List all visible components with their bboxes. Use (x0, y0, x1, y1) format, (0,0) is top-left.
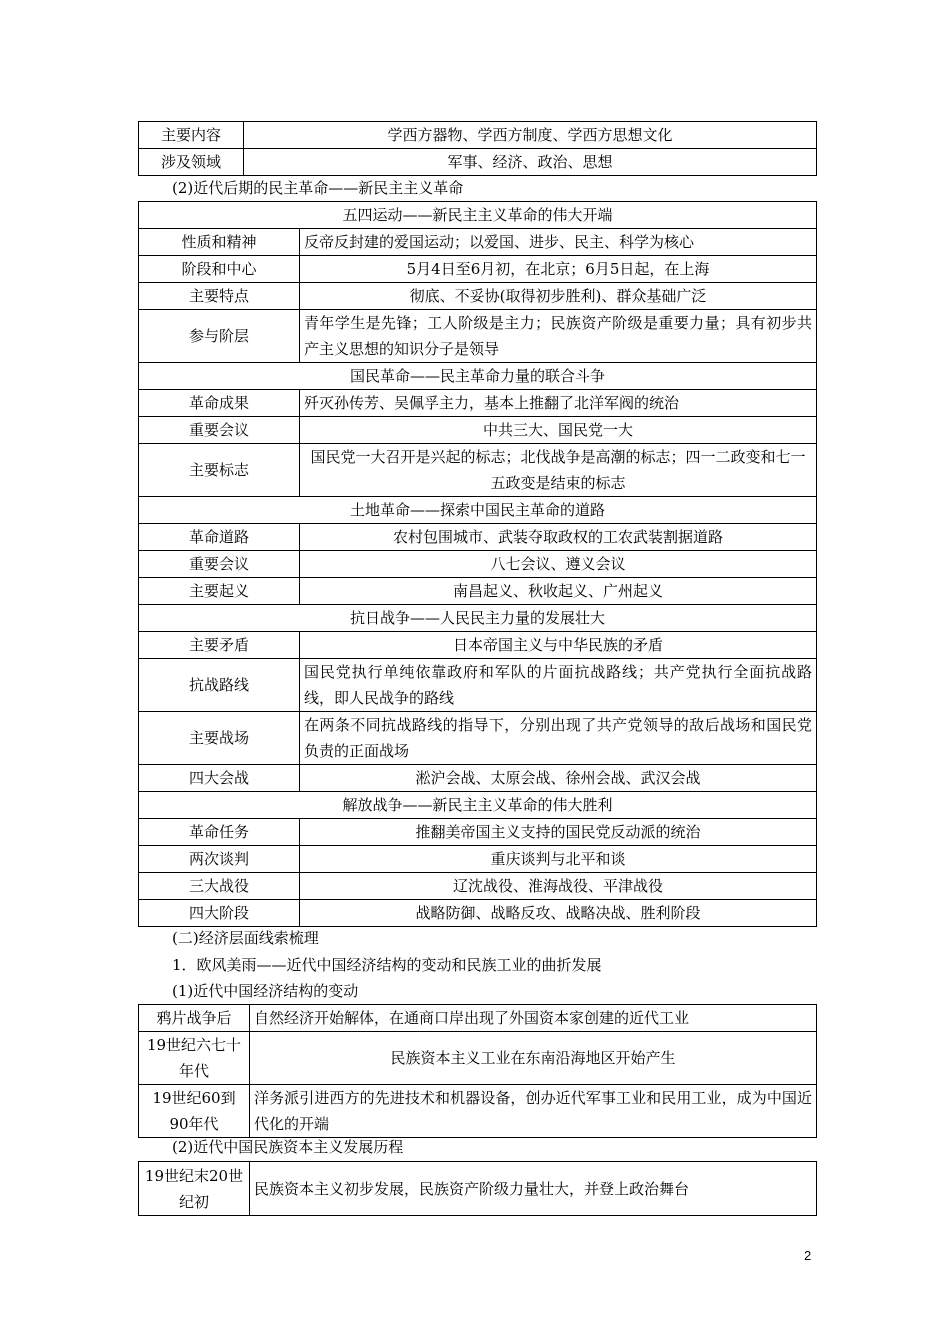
row-label: 主要起义 (139, 578, 300, 605)
row-label: 两次谈判 (139, 846, 300, 873)
row-label: 19世纪六七十年代 (139, 1032, 250, 1085)
table-economic-structure (138, 1004, 817, 1138)
row-content: 国民党执行单纯依靠政府和军队的片面抗战路线；共产党执行全面抗战路线，即人民战争的路线 (300, 659, 817, 712)
row-label: 主要战场 (139, 712, 300, 765)
row-label: 涉及领域 (139, 149, 244, 176)
section-heading: (1)近代中国经济结构的变动 (172, 982, 359, 1000)
row-content: 在两条不同抗战路线的指导下，分别出现了共产党领导的敌后战场和国民党负责的正面战场 (300, 712, 817, 765)
row-label: 重要会议 (139, 551, 300, 578)
row-label: 革命任务 (139, 819, 300, 846)
row-label: 重要会议 (139, 417, 300, 444)
section-heading: 1．欧风美雨——近代中国经济结构的变动和民族工业的曲折发展 (172, 956, 602, 974)
row-content: 战略防御、战略反攻、战略决战、胜利阶段 (300, 900, 817, 927)
row-label: 主要矛盾 (139, 632, 300, 659)
row-content: 反帝反封建的爱国运动；以爱国、进步、民主、科学为核心 (300, 229, 817, 256)
row-content: 洋务派引进西方的先进技术和机器设备，创办近代军事工业和民用工业，成为中国近代化的开端 (250, 1085, 817, 1138)
section-heading: (二)经济层面线索梳理 (172, 929, 319, 947)
row-label: 四大阶段 (139, 900, 300, 927)
group-header: 五四运动——新民主主义革命的伟大开端 (139, 202, 817, 229)
table-westernization (138, 121, 817, 176)
row-label: 性质和精神 (139, 229, 300, 256)
group-header: 土地革命——探索中国民主革命的道路 (139, 497, 817, 524)
row-label: 鸦片战争后 (139, 1005, 250, 1032)
row-content: 推翻美帝国主义支持的国民党反动派的统治 (300, 819, 817, 846)
row-content: 自然经济开始解体，在通商口岸出现了外国资本家创建的近代工业 (250, 1005, 817, 1032)
row-label: 革命成果 (139, 390, 300, 417)
row-label: 19世纪60到90年代 (139, 1085, 250, 1138)
row-content: 农村包围城市、武装夺取政权的工农武装割据道路 (300, 524, 817, 551)
row-content: 国民党一大召开是兴起的标志；北伐战争是高潮的标志；四一二政变和七一五政变是结束的标志 (300, 444, 817, 497)
row-content: 学西方器物、学西方制度、学西方思想文化 (244, 122, 817, 149)
row-content: 民族资本主义工业在东南沿海地区开始产生 (250, 1032, 817, 1085)
group-header: 国民革命——民主革命力量的联合斗争 (139, 363, 817, 390)
row-label: 革命道路 (139, 524, 300, 551)
row-label: 19世纪末20世纪初 (139, 1162, 250, 1216)
section-heading: (2)近代后期的民主革命——新民主主义革命 (172, 179, 464, 197)
row-label: 三大战役 (139, 873, 300, 900)
table-democratic-revolution (138, 201, 817, 927)
row-label: 参与阶层 (139, 310, 300, 363)
row-content: 辽沈战役、淮海战役、平津战役 (300, 873, 817, 900)
row-content: 军事、经济、政治、思想 (244, 149, 817, 176)
row-content: 5月4日至6月初，在北京；6月5日起，在上海 (300, 256, 817, 283)
row-label: 阶段和中心 (139, 256, 300, 283)
row-content: 青年学生是先锋；工人阶级是主力；民族资产阶级是重要力量；具有初步共产主义思想的知识分子是领导 (300, 310, 817, 363)
section-heading: (2)近代中国民族资本主义发展历程 (172, 1138, 404, 1156)
row-label: 抗战路线 (139, 659, 300, 712)
row-content: 民族资本主义初步发展，民族资产阶级力量壮大，并登上政治舞台 (250, 1162, 817, 1216)
row-content: 日本帝国主义与中华民族的矛盾 (300, 632, 817, 659)
row-label: 主要标志 (139, 444, 300, 497)
row-label: 四大会战 (139, 765, 300, 792)
row-content: 中共三大、国民党一大 (300, 417, 817, 444)
group-header: 解放战争——新民主主义革命的伟大胜利 (139, 792, 817, 819)
row-label: 主要特点 (139, 283, 300, 310)
row-label: 主要内容 (139, 122, 244, 149)
table-national-capitalism (138, 1161, 817, 1216)
row-content: 八七会议、遵义会议 (300, 551, 817, 578)
page-number: 2 (804, 1248, 812, 1263)
row-content: 彻底、不妥协(取得初步胜利)、群众基础广泛 (300, 283, 817, 310)
row-content: 淞沪会战、太原会战、徐州会战、武汉会战 (300, 765, 817, 792)
group-header: 抗日战争——人民民主力量的发展壮大 (139, 605, 817, 632)
row-content: 重庆谈判与北平和谈 (300, 846, 817, 873)
row-content: 歼灭孙传芳、吴佩孚主力，基本上推翻了北洋军阀的统治 (300, 390, 817, 417)
row-content: 南昌起义、秋收起义、广州起义 (300, 578, 817, 605)
